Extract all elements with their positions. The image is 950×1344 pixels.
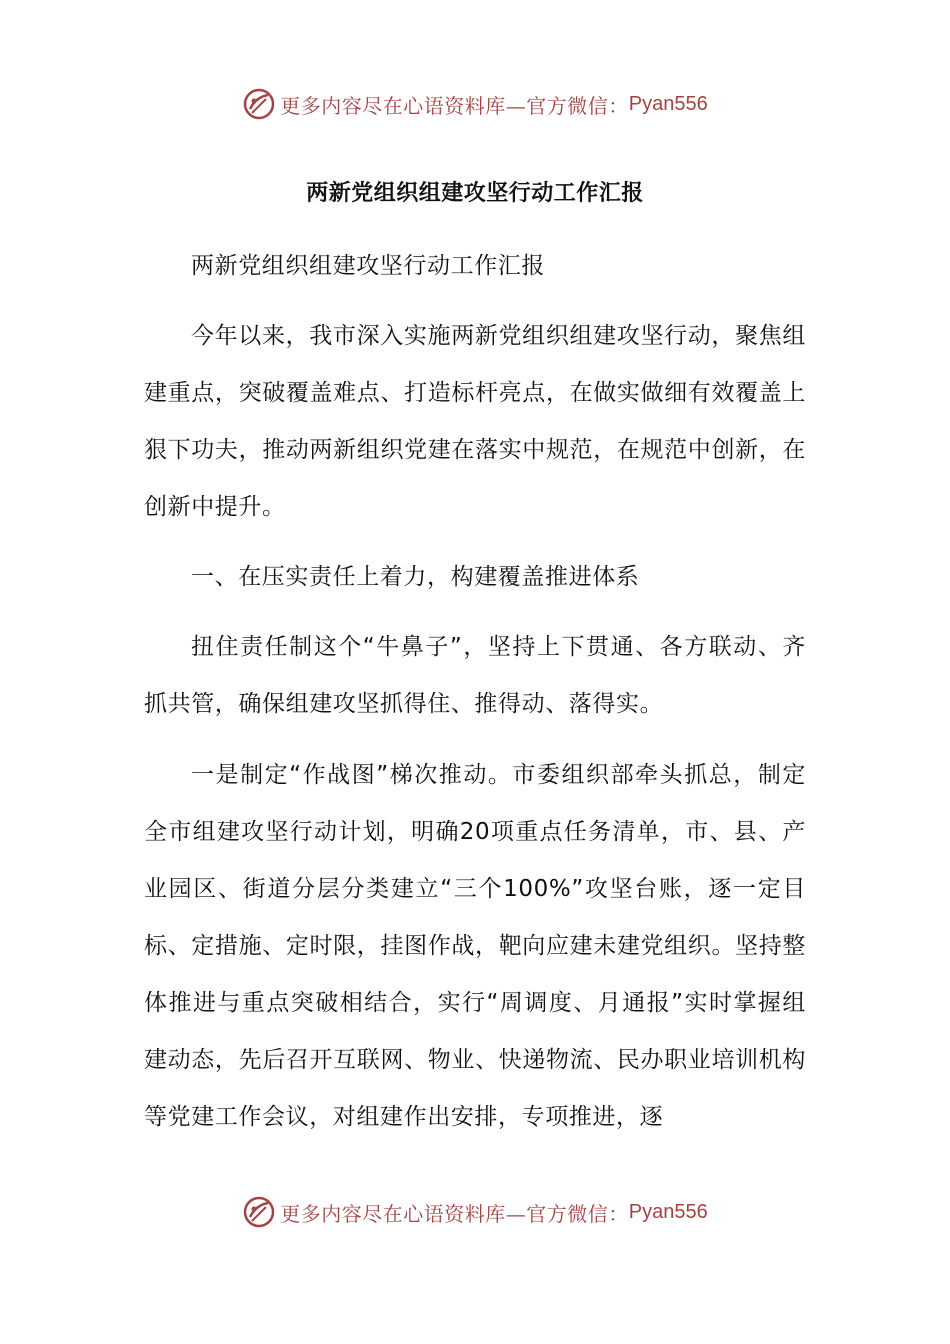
footer-watermark-banner [0,1190,950,1234]
point-one-text: 一是制定“作战图”梯次推动。市委组织部牵头抓总，制定全市组建攻坚行动计划，明确20项重点任务清单，市、县、产业园区、街道分层分类建立“三个100%”攻坚台账，逐一定目标、定措施、定时限，挂图作战，靶向应建未建党组织。坚持整体推进与重点突破相结合，实行“周调度、月通报”实时掌握组建动态，先后召开互联网、物业、快递物流、民办职业培训机构等党建工作会议，对组建作出安排，专项推进，逐 [144,762,806,1130]
subtitle-paragraph [144,238,806,295]
point-one-paragraph [144,747,806,1167]
intro-text: 今年以来，我市深入实施两新党组织组建攻坚行动，聚焦组建重点，突破覆盖难点、打造标杆亮点，在做实做细有效覆盖上狠下功夫，推动两新组织党建在落实中规范，在规范中创新，在创新中提升。 [144,323,806,520]
intro-paragraph [144,308,806,536]
document-title: 两新党组织组建攻坚行动工作汇报 [306,181,644,206]
header-watermark-banner [0,82,950,126]
subtitle-text: 两新党组织组建攻坚行动工作汇报 [191,253,545,279]
banner-wechat-id: Pyan556 [628,92,708,115]
section-body-text: 扭住责任制这个“牛鼻子”，坚持上下贯通、各方联动、齐抓共管，确保组建攻坚抓得住、推得动、落得实。 [144,634,806,717]
banner-text: 更多内容尽在心语资料库—官方微信： [280,93,629,118]
library-logo-icon [242,1195,276,1229]
section-heading [144,549,806,606]
banner-text: 更多内容尽在心语资料库—官方微信： [280,1201,629,1226]
section-body-paragraph [144,619,806,733]
banner-wechat-id: Pyan556 [628,1200,708,1223]
library-logo-icon [242,87,276,121]
section-heading-text: 一、在压实责任上着力，构建覆盖推进体系 [191,564,640,590]
